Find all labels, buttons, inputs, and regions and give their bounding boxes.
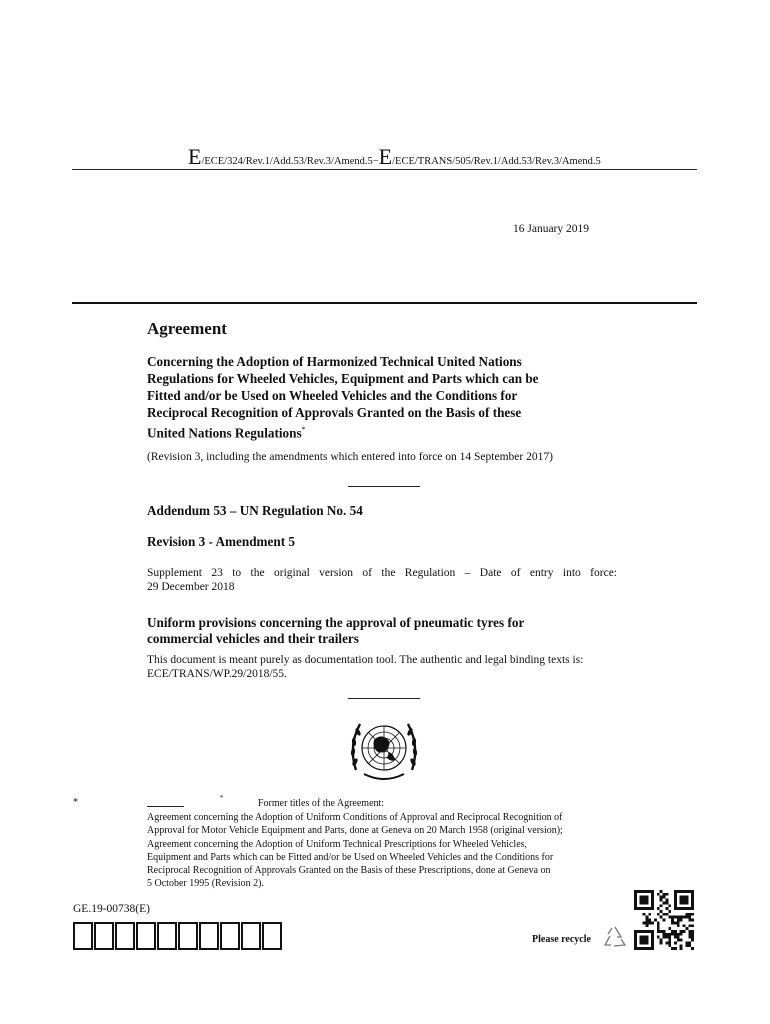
barcode-box — [94, 922, 114, 950]
footnote-star-small: * — [220, 794, 224, 802]
symbol-separator: − — [372, 156, 379, 167]
header-rule — [72, 169, 697, 170]
barcode-box — [178, 922, 198, 950]
documentation-note-line: ECE/TRANS/WP.29/2018/55. — [147, 668, 287, 680]
subtitle-line: Reciprocal Recognition of Approvals Granted on the Basis of these — [147, 405, 522, 420]
footnote-line: Equipment and Parts which can be Fitted and/or be Used on Wheeled Vehicles and the Conditions for — [147, 851, 554, 863]
supplement-line: 29 December 2018 — [147, 581, 235, 593]
recycle-icon — [602, 925, 628, 949]
subtitle-line: Fitted and/or be Used on Wheeled Vehicles and the Conditions for — [147, 388, 518, 403]
un-emblem-icon — [334, 710, 434, 794]
documentation-note-line: This document is meant purely as documentation tool. The authentic and legal binding texts is: — [147, 654, 584, 666]
footnote-rule — [147, 806, 184, 807]
barcode-box — [157, 922, 177, 950]
subtitle-line: United Nations Regulations* — [147, 425, 306, 441]
qr-code-icon — [632, 890, 696, 950]
barcode-box — [199, 922, 219, 950]
footnote-line: 5 October 1995 (Revision 2). — [147, 878, 264, 890]
section-rule — [348, 698, 420, 699]
barcode-box — [115, 922, 135, 950]
footnote-line: Agreement concerning the Adoption of Uniform Technical Prescriptions for Wheeled Vehicles, — [147, 838, 528, 850]
footnote-line: Agreement concerning the Adoption of Uniform Conditions of Approval and Reciprocal Recognition of — [147, 812, 563, 823]
job-number: GE.19-00738(E) — [73, 903, 150, 915]
recycle-text: Please recycle — [532, 934, 591, 945]
regulation-title-line: commercial vehicles and their trailers — [147, 631, 359, 646]
subtitle-line: Concerning the Adoption of Harmonized Technical United Nations — [147, 354, 522, 369]
agreement-subtitle — [147, 353, 617, 441]
supplement-note — [147, 566, 617, 594]
barcode-box — [73, 922, 93, 950]
barcode-box — [220, 922, 240, 950]
symbol-text-2: /ECE/TRANS/505/Rev.1/Add.53/Rev.3/Amend.5 — [392, 156, 601, 167]
revision-note: (Revision 3, including the amendments which entered into force on 14 September 2017) — [147, 451, 553, 463]
footnote-star: * — [73, 797, 78, 808]
footnote-marker: * — [301, 425, 306, 434]
addendum-title: Addendum 53 – UN Regulation No. 54 — [147, 503, 363, 518]
documentation-note — [147, 653, 627, 681]
regulation-title-line: Uniform provisions concerning the approval of pneumatic tyres for — [147, 615, 525, 630]
barcode-box — [262, 922, 282, 950]
barcode-box — [241, 922, 261, 950]
footnote-text — [147, 811, 627, 891]
footnote-line: Reciprocal Recognition of Approvals Granted on the Basis of these Prescriptions, done at Geneva on — [147, 865, 551, 877]
regulation-title — [147, 615, 627, 647]
symbol-letter-1: E — [188, 144, 202, 169]
thick-divider — [72, 302, 697, 304]
barcode-boxes — [73, 922, 282, 950]
barcode-box — [136, 922, 156, 950]
footnote-heading: Former titles of the Agreement: — [258, 798, 385, 809]
section-rule — [348, 486, 420, 487]
symbol-text-1: /ECE/324/Rev.1/Add.53/Rev.3/Amend.5 — [201, 156, 373, 167]
document-date: 16 January 2019 — [513, 223, 590, 235]
subtitle-line: Regulations for Wheeled Vehicles, Equipment and Parts which can be — [147, 371, 539, 386]
footnote-line: Approval for Motor Vehicle Equipment and Parts, done at Geneva on 20 March 1958 (original version); — [147, 825, 563, 837]
document-symbol — [188, 144, 708, 170]
agreement-heading: Agreement — [147, 319, 227, 338]
symbol-letter-2: E — [378, 144, 393, 169]
supplement-line: Supplement 23 to the original version of the Regulation – Date of entry into force: — [147, 567, 617, 579]
revision-amendment: Revision 3 - Amendment 5 — [147, 534, 295, 549]
